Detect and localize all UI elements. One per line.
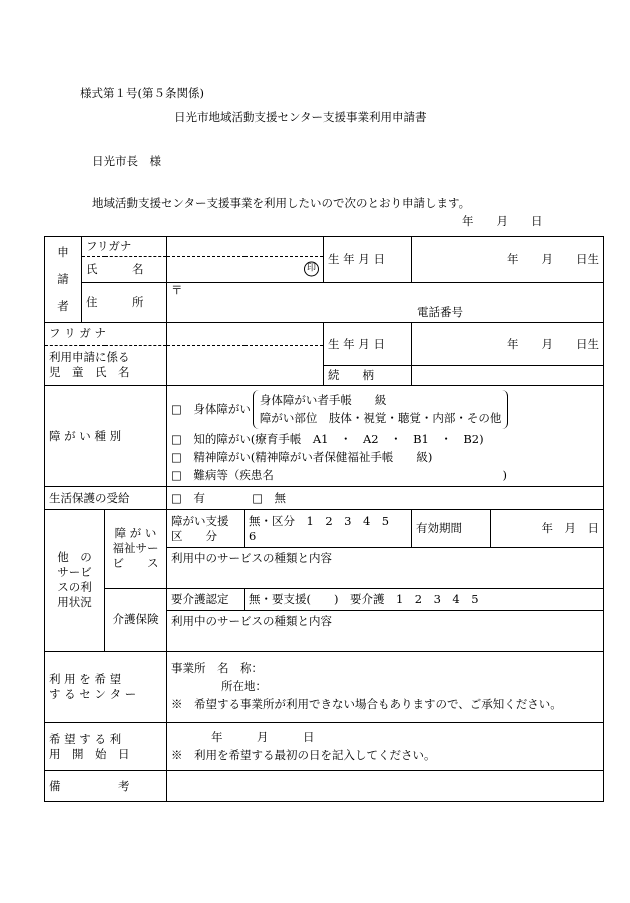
disability-services-line-2: 福祉サー bbox=[112, 541, 159, 556]
center-fields bbox=[167, 651, 604, 722]
physical-part: 障がい部位 肢体・視覚・聴覚・内部・その他 bbox=[259, 410, 502, 425]
applicant-furigana-label: フリガナ bbox=[82, 237, 167, 257]
start-date-label-2: 用 開 始 日 bbox=[49, 746, 130, 761]
applicant-address-label: 住 所 bbox=[82, 282, 167, 323]
applicant-label-cell bbox=[45, 237, 82, 323]
remarks-label: 備 考 bbox=[45, 771, 167, 802]
care-content[interactable]: 利用中のサービスの種類と内容 bbox=[167, 611, 604, 652]
care-insurance-label: 介護保険 bbox=[105, 588, 167, 651]
child-birth-label: 生 年 月 日 bbox=[324, 323, 412, 366]
other-services-label bbox=[45, 509, 105, 651]
applicant-birth-value[interactable]: 年 月 日生 bbox=[412, 237, 604, 283]
welfare-no[interactable]: □ 無 bbox=[252, 490, 287, 505]
support-class-value[interactable]: 無・区分 1 2 3 4 5 6 bbox=[245, 509, 412, 548]
start-date-label bbox=[45, 722, 167, 771]
validity-value[interactable]: 年 月 日 bbox=[491, 509, 604, 548]
child-name-field[interactable] bbox=[167, 345, 324, 386]
intro-text: 地域活動支援センター支援事業を利用したいので次のとおり申請します。 bbox=[92, 196, 471, 210]
child-name-label bbox=[45, 345, 167, 386]
welfare-options bbox=[167, 487, 604, 509]
disability-options bbox=[167, 386, 604, 487]
postal-mark: 〒 bbox=[171, 282, 183, 297]
care-cert-value[interactable]: 無・要支援( ) 要介護 1 2 3 4 5 bbox=[245, 588, 604, 610]
child-name-label-1: 利用申請に係る bbox=[49, 350, 130, 365]
start-date-value[interactable]: 年 月 日 bbox=[211, 730, 315, 745]
child-birth-value[interactable]: 年 月 日生 bbox=[412, 323, 604, 366]
applicant-label-2: 請 bbox=[57, 272, 69, 287]
child-relation-label: 続 柄 bbox=[324, 365, 412, 385]
applicant-birth-label bbox=[324, 237, 412, 283]
start-date-label-1: 希 望 す る 利 bbox=[49, 731, 122, 746]
applicant-name-label: 氏 名 bbox=[82, 257, 167, 282]
physical-handbook: 身体障がい者手帳 級 bbox=[259, 392, 387, 407]
center-label-1: 利 用 を 希 望 bbox=[49, 671, 122, 686]
office-location-label[interactable]: 所在地： bbox=[221, 679, 267, 694]
addressee: 日光市長 様 bbox=[92, 154, 161, 168]
support-class-line-2: 区 分 bbox=[171, 528, 217, 543]
intractable-checkbox[interactable]: □ 難病等（疾患名 bbox=[171, 467, 274, 482]
applicant-address-field[interactable] bbox=[167, 282, 604, 323]
child-name-label-2: 児 童 氏 名 bbox=[49, 365, 130, 380]
validity-label: 有効期間 bbox=[412, 509, 491, 548]
child-furigana-label: フ リ ガ ナ bbox=[45, 323, 167, 345]
applicant-birth-text: 生 年 月 日 bbox=[328, 251, 385, 266]
applicant-name-field[interactable] bbox=[167, 257, 324, 282]
other-services-line-3: スの利 bbox=[57, 580, 92, 595]
welfare-yes[interactable]: □ 有 bbox=[171, 490, 205, 505]
disability-services-line-3: ビ ス bbox=[112, 556, 159, 571]
center-label bbox=[45, 651, 167, 722]
mental-checkbox[interactable]: □ 精神障がい(精神障がい者保健福祉手帳 級) bbox=[171, 449, 433, 464]
welfare-label: 生活保護の受給 bbox=[45, 487, 167, 509]
center-label-2: す る セ ン タ ー bbox=[49, 686, 137, 701]
disability-services-line-1: 障 が い bbox=[114, 526, 157, 541]
child-relation-field[interactable] bbox=[412, 365, 604, 385]
applicant-furigana-field[interactable] bbox=[167, 237, 324, 257]
physical-checkbox[interactable]: □ 身体障がい bbox=[171, 401, 251, 416]
form-title: 日光市地域活動支援センター支援事業利用申請書 bbox=[174, 110, 427, 124]
start-date-fields bbox=[167, 722, 604, 771]
intellectual-checkbox[interactable]: □ 知的障がい(療育手帳 A1 ・ A2 ・ B1 ・ B2) bbox=[171, 431, 484, 446]
other-services-line-2: サービ bbox=[57, 565, 92, 580]
other-services-line-1: 他 の bbox=[57, 550, 92, 565]
intractable-close: ) bbox=[502, 467, 507, 482]
start-date-note: ※ 利用を希望する最初の日を記入してください。 bbox=[171, 748, 436, 763]
care-cert-label: 要介護認定 bbox=[167, 588, 245, 610]
applicant-label-1: 申 bbox=[57, 245, 69, 260]
support-class-line-1: 障がい支援 bbox=[171, 513, 229, 528]
other-services-line-4: 用状況 bbox=[57, 595, 92, 610]
center-note: ※ 希望する事業所が利用できない場合もありますので、ご承知ください。 bbox=[171, 697, 562, 712]
application-date: 年 月 日 bbox=[462, 214, 543, 228]
form-number: 様式第１号(第５条関係) bbox=[80, 86, 204, 100]
phone-label: 電話番号 bbox=[417, 304, 463, 319]
remarks-field[interactable] bbox=[167, 771, 604, 802]
seal-mark: 印 bbox=[304, 262, 319, 277]
services-content[interactable]: 利用中のサービスの種類と内容 bbox=[167, 548, 604, 589]
application-form-table bbox=[44, 236, 604, 802]
support-class-label bbox=[167, 509, 245, 548]
disability-label: 障 が い 種 別 bbox=[45, 386, 167, 487]
disability-services-label bbox=[105, 509, 167, 588]
office-name-label[interactable]: 事業所 名 称： bbox=[171, 661, 263, 676]
child-furigana-field[interactable] bbox=[167, 323, 324, 345]
applicant-label-3: 者 bbox=[57, 298, 69, 313]
